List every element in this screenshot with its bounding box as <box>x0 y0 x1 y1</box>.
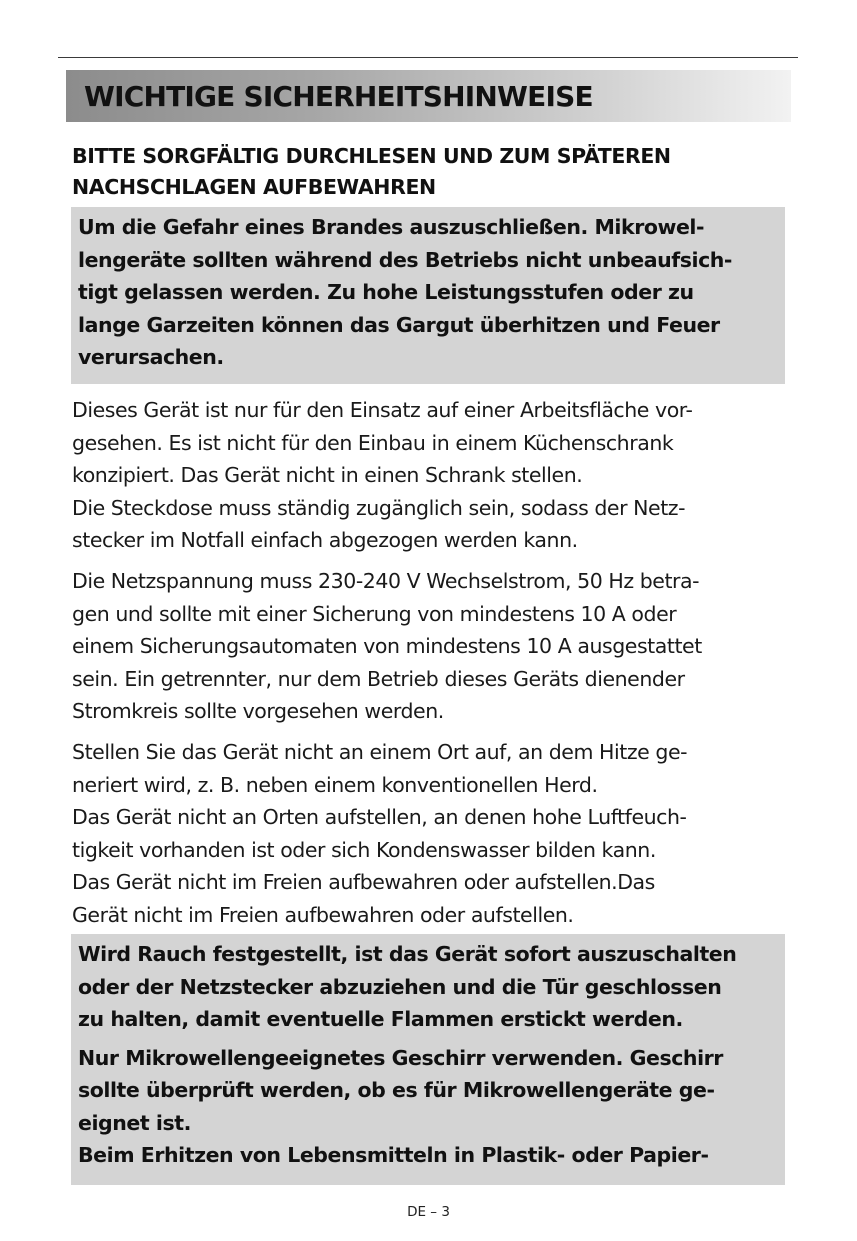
text-line: tigkeit vorhanden ist oder sich Kondenswasser bilden kann. <box>72 837 656 862</box>
text-line: gesehen. Es ist nicht für den Einbau in einem Küchenschrank <box>72 430 674 455</box>
text-line: Das Gerät nicht im Freien aufbewahren oder aufstellen.Das <box>72 870 655 894</box>
text-line: Dieses Gerät ist nur für den Einsatz auf einer Arbeitsfläche vor- <box>72 398 693 422</box>
text-line: Gerät nicht im Freien aufbewahren oder aufstellen. <box>72 902 574 927</box>
top-rule <box>58 57 798 58</box>
text-line: lengeräte sollten während des Betriebs nicht unbeaufsich- <box>78 247 732 272</box>
page-number: DE – 3 <box>407 1204 450 1220</box>
text-line: eignet ist. <box>78 1110 191 1135</box>
text-line: Stellen Sie das Gerät nicht an einem Ort auf, an dem Hitze ge- <box>72 740 688 764</box>
text-line: verursachen. <box>78 345 224 369</box>
text-line: Nur Mikrowellengeeignetes Geschirr verwenden. Geschirr <box>78 1045 723 1070</box>
text-line: lange Garzeiten können das Gargut überhitzen und Feuer <box>78 312 720 337</box>
placement-paragraph <box>72 394 792 557</box>
power-supply-paragraph <box>72 565 792 728</box>
text-line: Um die Gefahr eines Brandes auszuschließen. Mikrowel- <box>78 215 705 239</box>
text-line: einem Sicherungsautomaten von mindestens 10 A ausgestattet <box>72 634 702 658</box>
text-line: Stromkreis sollte vorgesehen werden. <box>72 699 444 723</box>
text-line: gen und sollte mit einer Sicherung von mindestens 10 A oder <box>72 601 677 626</box>
section-title: WICHTIGE SICHERHEITSHINWEISE <box>84 79 593 113</box>
text-line: Beim Erhitzen von Lebensmitteln in Plastik- oder Papier- <box>78 1143 709 1167</box>
subheading-line: BITTE SORGFÄLTIG DURCHLESEN UND ZUM SPÄTEREN <box>72 144 671 168</box>
text-line: tigt gelassen werden. Zu hohe Leistungsstufen oder zu <box>78 280 694 304</box>
text-line: zu halten, damit eventuelle Flammen erstickt werden. <box>78 1007 683 1031</box>
text-line: Das Gerät nicht an Orten aufstellen, an denen hohe Luftfeuch- <box>72 805 687 829</box>
fire-warning-text <box>78 211 785 374</box>
cookware-warning-text <box>78 1042 785 1172</box>
text-line: sein. Ein getrennter, nur dem Betrieb dieses Geräts dienender <box>72 666 685 691</box>
text-line: Die Steckdose muss ständig zugänglich sein, sodass der Netz- <box>72 495 686 520</box>
subheading <box>72 141 792 203</box>
text-line: stecker im Notfall einfach abgezogen werden kann. <box>72 528 578 552</box>
subheading-line: NACHSCHLAGEN AUFBEWAHREN <box>72 175 436 199</box>
section-header <box>66 70 791 122</box>
location-paragraph <box>72 736 792 931</box>
text-line: oder der Netzstecker abzuziehen und die Tür geschlossen <box>78 974 722 999</box>
smoke-and-cookware-warning-box <box>71 934 785 1185</box>
text-line: sollte überprüft werden, ob es für Mikrowellengeräte ge- <box>78 1078 715 1102</box>
text-line: Wird Rauch festgestellt, ist das Gerät sofort auszuschalten <box>78 942 737 966</box>
smoke-warning-text <box>78 938 785 1036</box>
text-line: konzipiert. Das Gerät nicht in einen Schrank stellen. <box>72 463 583 487</box>
text-line: neriert wird, z. B. neben einem konventionellen Herd. <box>72 772 598 797</box>
fire-warning-box <box>71 207 785 384</box>
text-line: Die Netzspannung muss 230-240 V Wechselstrom, 50 Hz betra- <box>72 569 700 593</box>
